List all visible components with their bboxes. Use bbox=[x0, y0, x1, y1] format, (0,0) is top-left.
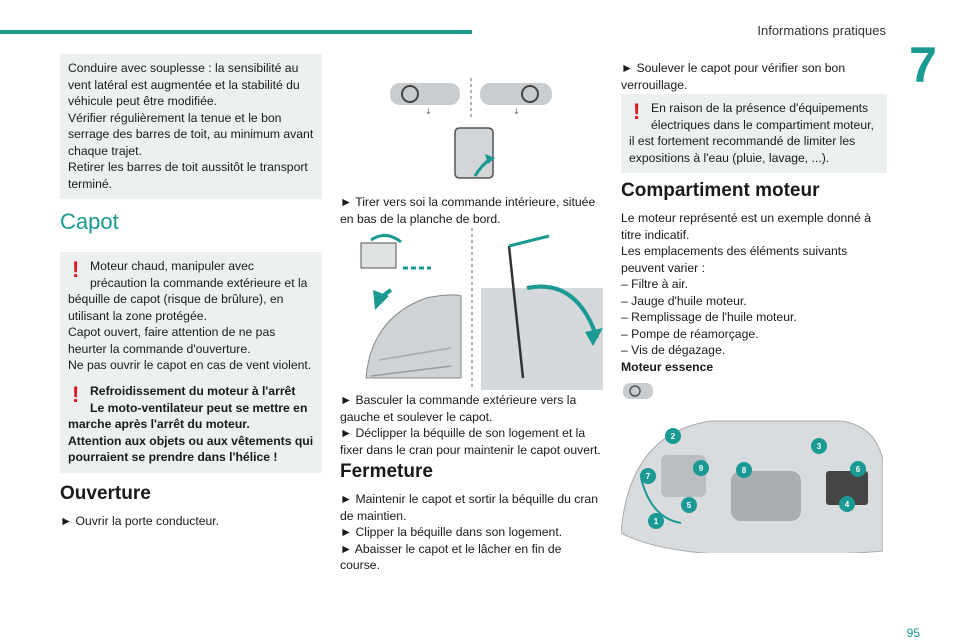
warn-line: Refroidissement du moteur à l'arrêt bbox=[90, 384, 296, 398]
warn-line: utilisant la zone protégée. bbox=[68, 308, 207, 323]
rod-arrow-icon bbox=[509, 236, 549, 246]
capot-heading: Capot bbox=[60, 209, 119, 234]
dashboard-thumbnail bbox=[623, 383, 653, 399]
list-item: – Remplissage de l'huile moteur. bbox=[621, 310, 797, 324]
warn-line: béquille de capot (risque de brûlure), en bbox=[68, 292, 284, 306]
chapter-number: 7 bbox=[909, 37, 937, 93]
latch-image bbox=[361, 243, 396, 268]
step-line: ► Déclipper la béquille de son logement et la bbox=[340, 426, 586, 440]
callout-label: 1 bbox=[653, 517, 659, 526]
warn-line: précaution la commande extérieure et la bbox=[90, 275, 308, 290]
box-line: Conduire avec souplesse : la sensibilité au bbox=[68, 61, 299, 75]
step-line: en bas de la planche de bord. bbox=[340, 211, 501, 226]
warning-icon: ! bbox=[72, 257, 80, 282]
header-accent-bar bbox=[0, 30, 472, 34]
callout-5 bbox=[681, 497, 697, 513]
warn-line: Ne pas ouvrir le capot en cas de vent violent. bbox=[68, 358, 312, 372]
engine-compartment-illustration bbox=[621, 383, 883, 553]
dashboard-left-image bbox=[390, 83, 460, 105]
electrical-warning bbox=[621, 94, 887, 173]
callout-label: 8 bbox=[741, 466, 747, 475]
callout-9 bbox=[693, 460, 709, 476]
callout-6 bbox=[850, 461, 866, 477]
exterior-release-illustration bbox=[341, 228, 603, 390]
step-line: de maintien. bbox=[340, 508, 407, 523]
dashboard-right-image bbox=[480, 83, 552, 105]
box-line: véhicule peut être modifiée. bbox=[68, 94, 218, 108]
list-item: – Jauge d'huile moteur. bbox=[621, 293, 747, 308]
fermeture-heading: Fermeture bbox=[340, 461, 433, 482]
callout-8 bbox=[736, 462, 752, 478]
box-line: vent latéral est augmentée et la stabilité du bbox=[68, 77, 300, 92]
callout-label: 3 bbox=[816, 442, 822, 451]
fan-warning bbox=[60, 377, 322, 473]
release-marker-icon: ↓ bbox=[425, 107, 432, 116]
step-line: gauche et soulever le capot. bbox=[340, 409, 493, 424]
callout-label: 9 bbox=[698, 464, 704, 473]
list-item: – Pompe de réamorçage. bbox=[621, 326, 759, 341]
warn-line: il est fortement recommandé de limiter les bbox=[629, 134, 856, 148]
moteur-essence-label: Moteur essence bbox=[621, 360, 714, 374]
callout-7 bbox=[640, 468, 656, 484]
body-line: peuvent varier : bbox=[621, 260, 706, 275]
list-item: – Filtre à air. bbox=[621, 277, 689, 291]
compartiment-heading: Compartiment moteur bbox=[621, 180, 820, 201]
warn-line: expositions à l'eau (pluie, lavage, ...). bbox=[629, 150, 830, 165]
step-line: ► Tirer vers soi la commande intérieure, située bbox=[340, 195, 596, 209]
step-line: ► Clipper la béquille dans son logement. bbox=[340, 525, 563, 539]
ouverture-heading: Ouverture bbox=[60, 483, 151, 504]
box-line: Vérifier régulièrement la tenue et le bon bbox=[68, 110, 282, 125]
body-line: Le moteur représenté est un exemple donné à bbox=[621, 211, 872, 225]
box-line: Retirer les barres de toit aussitôt le transport bbox=[68, 160, 308, 174]
box-line: terminé. bbox=[68, 176, 113, 191]
engine-bay-image bbox=[481, 288, 603, 390]
hot-engine-warning bbox=[60, 252, 322, 381]
step-line: fixer dans le cran pour maintenir le capot ouvert. bbox=[340, 442, 601, 457]
engine-block bbox=[731, 471, 801, 521]
warn-line: pourraient se prendre dans l'hélice ! bbox=[68, 450, 278, 464]
callout-label: 6 bbox=[855, 465, 861, 474]
step-line: ► Abaisser le capot et le lâcher en fin de bbox=[340, 541, 562, 556]
section-header-title: Informations pratiques bbox=[757, 23, 886, 38]
interior-release-illustration bbox=[385, 78, 560, 183]
warning-icon: ! bbox=[633, 99, 641, 124]
warn-line: Le moto-ventilateur peut se mettre en bbox=[90, 400, 308, 415]
step-line: ► Maintenir le capot et sortir la béquille du cran bbox=[340, 492, 598, 506]
warn-line: heurter la commande d'ouverture. bbox=[68, 341, 251, 356]
warn-line: Capot ouvert, faire attention de ne pas bbox=[68, 325, 276, 339]
roof-bars-info-box bbox=[60, 54, 322, 199]
step-line: ► Soulever le capot pour vérifier son bon bbox=[621, 61, 846, 75]
callout-2 bbox=[665, 428, 681, 444]
release-marker-icon: ↓ bbox=[513, 107, 520, 116]
step-line: ► Basculer la commande extérieure vers la bbox=[340, 393, 577, 407]
release-lever-image bbox=[455, 128, 493, 178]
callout-1 bbox=[648, 513, 664, 529]
warn-line: Attention aux objets ou aux vêtements qui bbox=[68, 433, 314, 448]
warning-icon: ! bbox=[72, 382, 80, 407]
callout-label: 5 bbox=[686, 501, 692, 510]
warn-line: En raison de la présence d'équipements bbox=[651, 101, 869, 115]
warn-line: marche après l'arrêt du moteur. bbox=[68, 417, 250, 431]
warn-line: Moteur chaud, manipuler avec bbox=[90, 259, 254, 273]
step-line: course. bbox=[340, 558, 380, 572]
callout-label: 4 bbox=[844, 500, 850, 509]
callout-label: 2 bbox=[670, 432, 676, 441]
callout-label: 7 bbox=[645, 472, 651, 481]
callout-3 bbox=[811, 438, 827, 454]
step-line: verrouillage. bbox=[621, 77, 688, 92]
box-line: serrage des barres de toit, au minimum avant bbox=[68, 127, 314, 141]
ouverture-step: ► Ouvrir la porte conducteur. bbox=[60, 514, 220, 528]
warn-line: électriques dans le compartiment moteur, bbox=[651, 117, 874, 132]
body-line: Les emplacements des éléments suivants bbox=[621, 244, 848, 258]
callout-4 bbox=[839, 496, 855, 512]
list-item: – Vis de dégazage. bbox=[621, 343, 726, 357]
box-line: chaque trajet. bbox=[68, 143, 142, 158]
body-line: titre indicatif. bbox=[621, 227, 690, 242]
page-number: 95 bbox=[906, 626, 920, 640]
